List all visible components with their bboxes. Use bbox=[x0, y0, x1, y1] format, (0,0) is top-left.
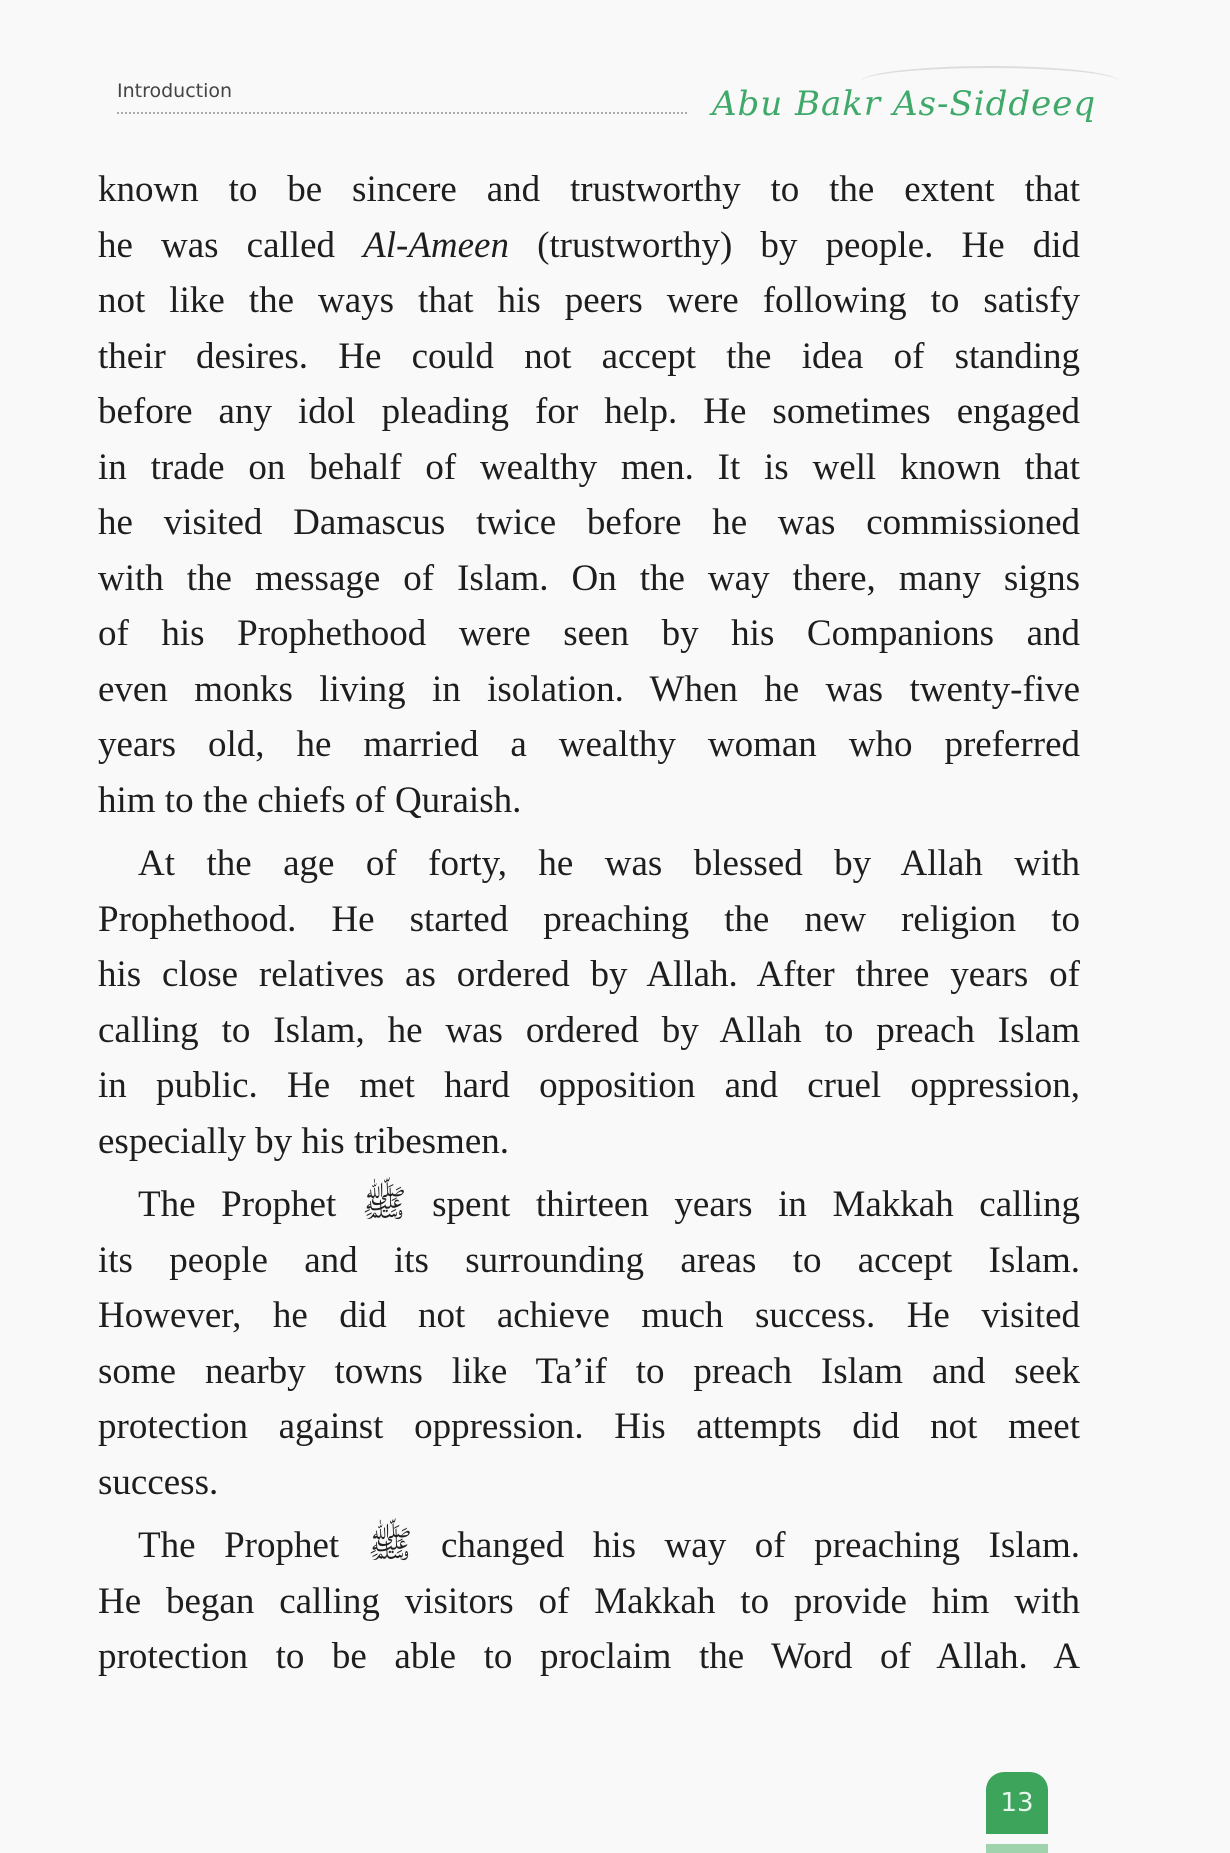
running-header-section: Introduction bbox=[117, 80, 233, 102]
text-line: even monks living in isolation. When he was twenty-five bbox=[98, 668, 1080, 710]
text-line: its people and its surrounding areas to accept Islam. bbox=[98, 1239, 1080, 1281]
text-line: with the message of Islam. On the way there, many signs bbox=[98, 557, 1080, 599]
text-line: At the age of forty, he was blessed by Allah with bbox=[138, 843, 1080, 884]
text-line: He began calling visitors of Makkah to provide him with bbox=[98, 1580, 1080, 1622]
text-line: Prophethood. He started preaching the new religion to bbox=[98, 898, 1080, 940]
paragraph bbox=[98, 836, 1080, 1169]
running-header-book-title: Abu Bakr As-Siddeeq bbox=[712, 84, 1097, 124]
paragraph bbox=[98, 1177, 1080, 1510]
italic-term: Al-Ameen bbox=[363, 224, 509, 266]
paragraph bbox=[98, 1518, 1080, 1685]
text-line: years old, he married a wealthy woman who preferred bbox=[98, 724, 1080, 765]
page-number-tab-bar bbox=[986, 1844, 1048, 1853]
text-line: their desires. He could not accept the idea of standing bbox=[98, 335, 1080, 377]
text-line: protection to be able to proclaim the Word of Allah. A bbox=[98, 1636, 1080, 1677]
text-line: especially by his tribesmen. bbox=[98, 1120, 510, 1162]
page-body-text bbox=[98, 162, 1080, 1693]
text-line: not like the ways that his peers were following to satisfy bbox=[98, 280, 1080, 321]
text-line: in public. He met hard opposition and cruel oppression, bbox=[98, 1065, 1080, 1106]
text-line: him to the chiefs of Quraish. bbox=[98, 779, 522, 821]
header-dotted-rule bbox=[117, 112, 687, 114]
page-number: 13 bbox=[986, 1772, 1048, 1834]
paragraph bbox=[98, 162, 1080, 828]
text-line: calling to Islam, he was ordered by Allah to preach Islam bbox=[98, 1009, 1080, 1051]
text-line: before any idol pleading for help. He sometimes engaged bbox=[98, 391, 1080, 432]
text-line: some nearby towns like Ta’if to preach Islam and seek bbox=[98, 1350, 1080, 1392]
text-line: known to be sincere and trustworthy to the extent that bbox=[98, 169, 1080, 210]
text-line: in trade on behalf of wealthy men. It is well known that bbox=[98, 446, 1080, 488]
text-line: The Prophet ﷺ spent thirteen years in Makkah calling bbox=[138, 1184, 1080, 1225]
text-line: However, he did not achieve much success. He visited bbox=[98, 1295, 1080, 1336]
text-line: protection against oppression. His attempts did not meet bbox=[98, 1406, 1080, 1447]
text-line: he visited Damascus twice before he was commissioned bbox=[98, 502, 1080, 543]
text-line: his close relatives as ordered by Allah. After three years of bbox=[98, 954, 1080, 995]
text-line: success. bbox=[98, 1461, 219, 1503]
text-line: he was called Al-Ameen (trustworthy) by people. He did bbox=[98, 224, 1080, 266]
text-line: The Prophet ﷺ changed his way of preaching Islam. bbox=[138, 1525, 1080, 1566]
text-line: of his Prophethood were seen by his Companions and bbox=[98, 613, 1080, 654]
